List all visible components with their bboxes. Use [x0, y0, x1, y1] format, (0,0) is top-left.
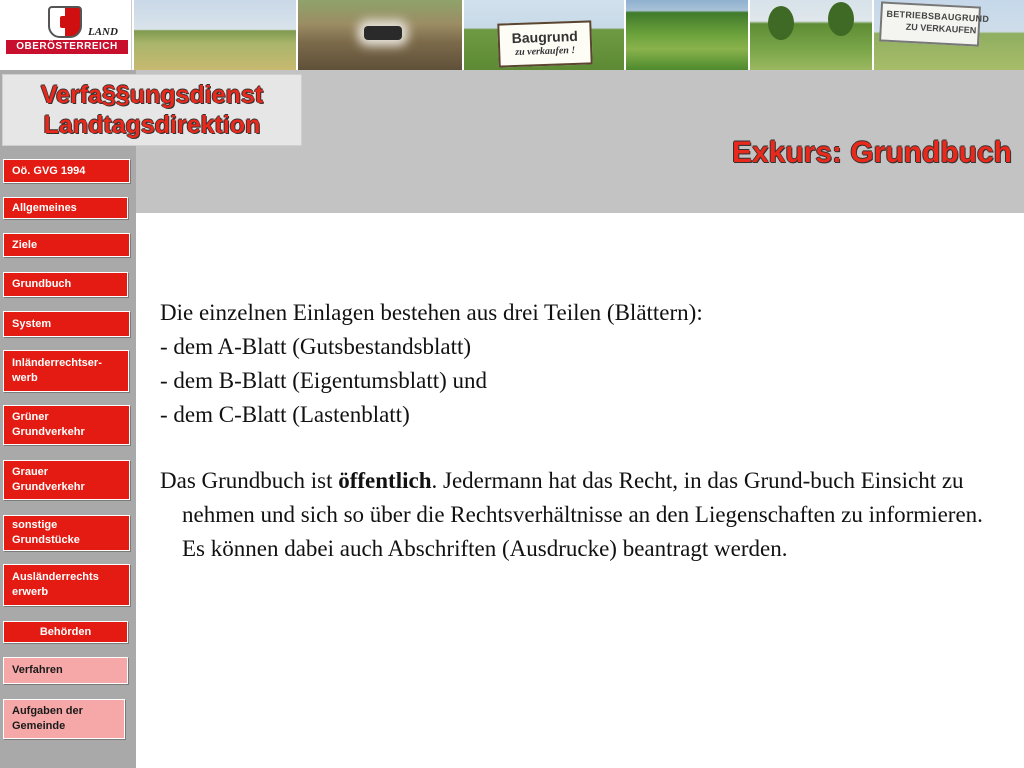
emphasis-oeffentlich: öffentlich: [338, 468, 432, 493]
landscape-photo-baugrund-sign: [462, 0, 624, 70]
logo-text-land: LAND: [88, 26, 118, 38]
coat-of-arms-icon: [48, 6, 82, 38]
nav-item-aufgaben-der-gemeinde[interactable]: Aufgaben der Gemeinde: [3, 699, 125, 739]
baugrund-sign: [497, 20, 592, 67]
board-text-2: ZU VERKAUFEN: [905, 21, 977, 36]
logo-text-region: OBERÖSTERREICH: [6, 40, 128, 54]
nav-item-oo-gvg-1994[interactable]: Oö. GVG 1994: [3, 159, 130, 183]
nav-item-grauer-grundverkehr[interactable]: Grauer Grundverkehr: [3, 460, 130, 500]
land-ooe-logo: [0, 0, 132, 70]
nav-item-ziele[interactable]: Ziele: [3, 233, 130, 257]
nav-item-system[interactable]: System: [3, 311, 130, 337]
nav-item-auslaenderrechtserwerb[interactable]: Ausländerrechts erwerb: [3, 564, 130, 606]
blatt-item-c: - dem C-Blatt (Lastenblatt): [160, 402, 410, 427]
blatt-item-b: - dem B-Blatt (Eigentumsblatt) und: [160, 368, 488, 393]
landscape-photo-betriebsbaugrund-sign: [872, 0, 1024, 70]
blatt-intro: Die einzelnen Einlagen bestehen aus drei Teilen (Blättern):: [160, 300, 703, 325]
nav-item-allgemeines[interactable]: Allgemeines: [3, 197, 128, 219]
nav-item-inlaenderrechtserwerb[interactable]: Inländerrechtser- werb: [3, 350, 129, 392]
brand-line-2: Landtagsdirektion: [43, 111, 261, 139]
landscape-photo-fields: [132, 0, 296, 70]
betriebsbaugrund-sign: [879, 1, 990, 46]
oeffentlichkeit-paragraph: [160, 464, 1000, 566]
sign-text-1: Baugrund: [511, 27, 579, 47]
nav-item-verfahren[interactable]: Verfahren: [3, 657, 128, 684]
header-photo-strip: [0, 0, 1024, 70]
nav-item-grundbuch[interactable]: Grundbuch: [3, 272, 128, 297]
landscape-photo-trees: [748, 0, 872, 70]
tree-icon: [768, 6, 794, 40]
text-prefix: Das Grundbuch ist: [160, 468, 339, 493]
blatt-list: [160, 296, 1000, 432]
slide-content: [160, 296, 1000, 566]
page-title: Exkurs: Grundbuch: [731, 136, 1012, 169]
brand-line-1: Verfa§§ungsdienst: [40, 81, 264, 109]
oeffentlichkeit-text: [160, 464, 1000, 566]
nav-item-behoerden[interactable]: Behörden: [3, 621, 128, 643]
landscape-photo-hills: [624, 0, 748, 70]
sign-text-2: zu verkaufen !: [515, 44, 576, 59]
landscape-photo-tractor: [296, 0, 462, 70]
nav-item-sonstige-grundstuecke[interactable]: sonstige Grundstücke: [3, 515, 130, 551]
text-suffix: . Jedermann hat das Recht, in das Grund-buch Einsicht zu nehmen und sich so über die Rechtsverhältnisse an den Liegenschaften zu informieren. Es können dabei auch Abschriften (Ausdrucke) beantragt werden.: [182, 468, 983, 561]
brand-box: [2, 74, 302, 146]
tree-icon: [828, 2, 854, 36]
board-text-1: BETRIEBSBAUGRUND: [886, 8, 990, 25]
blatt-item-a: - dem A-Blatt (Gutsbestandsblatt): [160, 334, 472, 359]
nav-item-gruener-grundverkehr[interactable]: Grüner Grundverkehr: [3, 405, 130, 445]
tractor-icon: [364, 26, 402, 40]
